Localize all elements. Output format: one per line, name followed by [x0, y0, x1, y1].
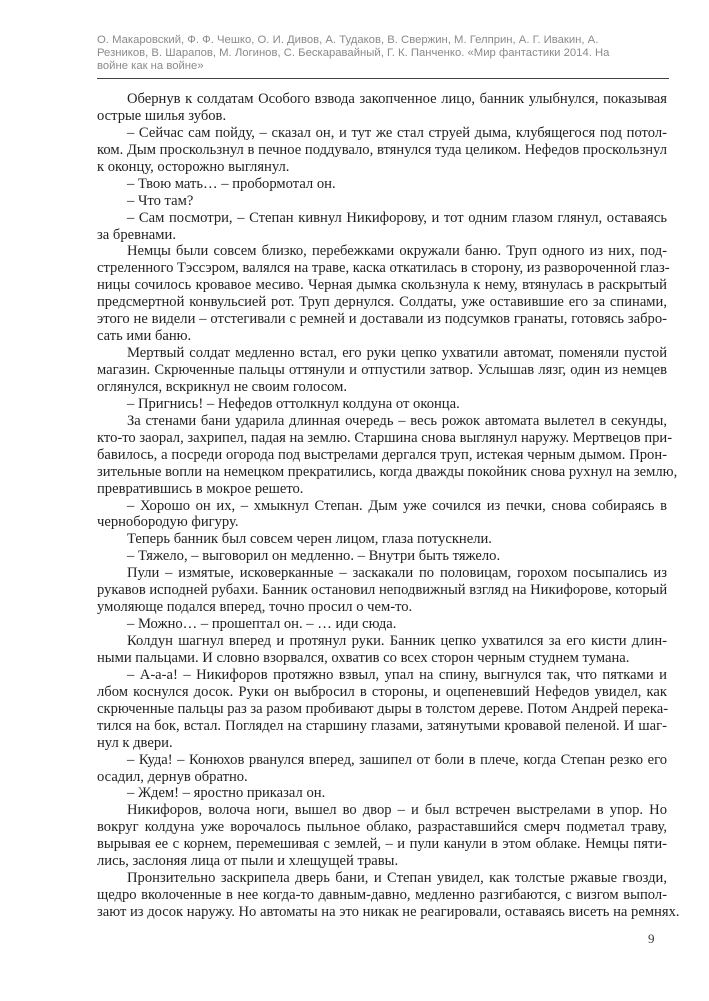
- text-line: предсмертной конвульсией рот. Труп дернулся. Солдаты, уже оставившие его за спинами,: [97, 294, 667, 311]
- text-line: умоляюще подался вперед, точно просил о чем-то.: [97, 599, 413, 616]
- text-line: – Что там?: [127, 192, 194, 209]
- text-line: – Хорошо он их, – хмыкнул Степан. Дым уже сочился из печки, снова собираясь в: [127, 497, 667, 514]
- text-line: – Пригнись! – Нефедов оттолкнул колдуна от оконца.: [127, 395, 460, 412]
- text-line: – Можно… – прошептал он. – … иди сюда.: [127, 616, 397, 633]
- text-line: ком. Дым проскользнул в печное поддувало, втянулся туда целиком. Нефедов проскользнул: [97, 141, 667, 158]
- text-line: стреленного Тэссэром, валялся на траве, каска откатилась в сторону, из развороченной глаз-: [97, 260, 670, 277]
- text-line: – Сейчас сам пойду, – сказал он, и тут же стал струей дыма, клубящегося под потол-: [127, 124, 667, 141]
- running-header: [97, 34, 669, 73]
- text-line: За стенами бани ударила длинная очередь – весь рожок автомата вылетел в секунды,: [127, 412, 667, 429]
- text-line: Никифоров, волоча ноги, вышел во двор – и был встречен выстрелами в упор. Но: [127, 802, 667, 819]
- text-line: этого не видели – отстегивали с ремней и доставали из подсумков гранаты, готовясь забро-: [97, 311, 667, 328]
- text-line: рукавов исподней рубахи. Банник остановил неподвижный взгляд на Никифорове, который: [97, 582, 668, 599]
- paragraph: [97, 498, 667, 532]
- text-line: ницы сочилось кровавое месиво. Черная дымка скользнула к нему, втянулась в раскрытый: [97, 277, 667, 294]
- text-line: зают из досок наружу. Но автоматы на это никак не реагировали, оставаясь висеть на ремнях.: [97, 904, 680, 920]
- paragraph: [97, 396, 667, 413]
- text-line: вырывая ее с корнем, перемешивая с землей, – и пули канули в этом облаке. Немцы пяти-: [97, 836, 667, 853]
- paragraph: [97, 548, 667, 565]
- paragraph: [97, 667, 667, 752]
- body-text: [97, 91, 680, 921]
- header-divider: [97, 78, 669, 79]
- paragraph: [97, 176, 667, 193]
- paragraph: [97, 802, 667, 870]
- text-line: Мертвый солдат медленно встал, его руки цепко ухватили автомат, поменяли пустой: [127, 345, 667, 362]
- text-line: лись, заслоняя лица от пыли и хлещущей травы.: [97, 853, 399, 870]
- paragraph: [97, 633, 667, 667]
- page-number: 9: [648, 931, 655, 946]
- text-line: за бревнами.: [97, 226, 176, 243]
- text-line: зительные вопли на немецком прекратились, когда дважды покойник снова рухнул на землю,: [97, 463, 678, 480]
- text-line: нул к двери.: [97, 734, 173, 751]
- paragraph: [97, 91, 667, 125]
- text-line: осадил, дернув обратно.: [97, 768, 248, 785]
- paragraph: [97, 243, 670, 345]
- text-line: Теперь банник был совсем черен лицом, глаза потускнели.: [127, 531, 492, 548]
- paragraph: [97, 531, 667, 548]
- text-line: острые шилья зубов.: [97, 107, 227, 124]
- text-line: – Тяжело, – выговорил он медленно. – Внутри быть тяжело.: [127, 548, 501, 565]
- text-line: к оконцу, осторожно выглянул.: [97, 158, 290, 175]
- paragraph: [97, 193, 667, 210]
- text-line: Пули – измятые, исковерканные – заскакали по половицам, горохом посыпались из: [127, 565, 667, 582]
- text-line: вокруг колдуна уже ворочалось пыльное облако, разраставшийся смерч подметал траву,: [97, 819, 667, 836]
- header-line: Резников, В. Шарапов, М. Логинов, С. Бескаравайный, Г. К. Панченко. «Мир фантастики 2014. На: [97, 47, 610, 59]
- paragraph: [97, 752, 667, 786]
- text-line: – Сам посмотри, – Степан кивнул Никифорову, и тот одним глазом глянул, оставаясь: [127, 209, 667, 226]
- text-line: скрюченные пальцы раз за разом пробивают дыры в толстом дереве. Потом Андрей перека-: [97, 700, 669, 717]
- text-line: – А-а-а! – Никифоров протяжно взвыл, упал на спину, выгнулся так, что пятками и: [127, 666, 667, 683]
- text-line: оглянулся, вскрикнул не своим голосом.: [97, 378, 347, 395]
- text-line: превратившись в мокрое решето.: [97, 480, 304, 497]
- paragraph: [97, 616, 667, 633]
- text-line: ными пальцами. И словно взорвался, охватив со всех сторон черным студнем тумана.: [97, 649, 630, 666]
- text-line: Обернув к солдатам Особого взвода закопченное лицо, банник улыбнулся, показывая: [127, 91, 667, 107]
- paragraph: [97, 870, 680, 921]
- text-line: щедро вколоченные в нее когда-то давным-давно, медленно разгибаются, с визгом выпол-: [97, 887, 667, 904]
- text-line: – Куда! – Конюхов рванулся вперед, зашипел от боли в плече, когда Степан резко его: [127, 751, 667, 768]
- text-line: – Ждем! – яростно приказал он.: [127, 785, 326, 802]
- paragraph: [97, 345, 667, 396]
- text-line: бавилось, а посреди огорода под выстрелами дергался труп, истекая черным дымом. Прон-: [97, 446, 667, 463]
- paragraph: [97, 565, 667, 616]
- text-line: Пронзительно заскрипела дверь бани, и Степан увидел, как толстые ржавые гвозди,: [127, 870, 667, 887]
- text-line: – Твою мать… – пробормотал он.: [127, 175, 336, 192]
- header-line: О. Макаровский, Ф. Ф. Чешко, О. И. Дивов, А. Тудаков, В. Свержин, М. Гелприн, А. Г. Ивакин, А.: [97, 34, 599, 46]
- text-line: Колдун шагнул вперед и протянул руки. Банник цепко ухватился за его кисти длин-: [127, 633, 667, 649]
- paragraph: [97, 412, 678, 498]
- paragraph: [97, 210, 667, 244]
- text-line: лбом коснулся досок. Руки он выбросил в стороны, и оцепеневший Нефедов увидел, как: [97, 683, 667, 700]
- text-line: тился на бок, встал. Поглядел на старшину глазами, затянутыми кровавой пеленой. И шаг-: [97, 717, 667, 734]
- header-line: войне как на войне»: [97, 60, 204, 72]
- text-line: Немцы были совсем близко, перебежками окружали баню. Труп одного из них, под-: [127, 243, 667, 260]
- paragraph: [97, 125, 667, 176]
- text-line: сать ими баню.: [97, 328, 192, 345]
- text-line: чернобородую фигуру.: [97, 514, 239, 531]
- text-line: магазин. Скрюченные пальцы оттянули и отпустили затвор. Услышав лязг, один из немцев: [97, 362, 667, 378]
- paragraph: [97, 785, 667, 802]
- text-line: кто-то заорал, захрипел, падая на землю. Старшина снова выглянул наружу. Мертвецов при-: [97, 429, 673, 446]
